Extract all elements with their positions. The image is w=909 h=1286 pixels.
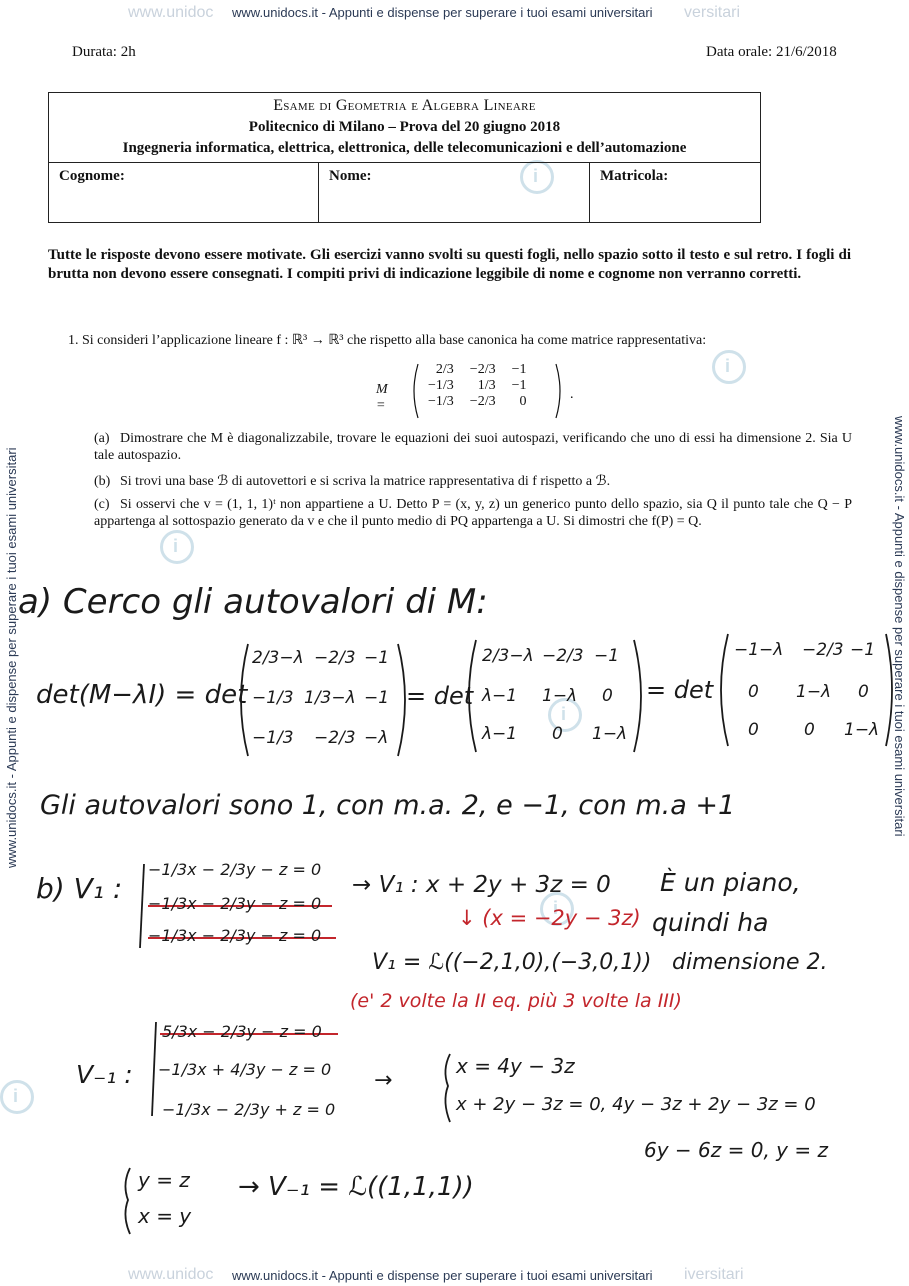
hw-cell: 0 [858, 682, 869, 702]
hw-cell: −1−λ [734, 640, 784, 660]
hw-cell: λ−1 [482, 724, 518, 744]
hw-cell: 0 [552, 724, 563, 744]
hw-cell: −2/3 [314, 728, 356, 748]
hw-cell: −2/3 [802, 640, 844, 660]
part-label: (b) [94, 474, 111, 489]
matrix-cell: −1 [511, 362, 527, 377]
hw-cell: −1/3 [252, 728, 294, 748]
hw-final-system [118, 1164, 208, 1238]
hw-vm1-sol-3: 6y − 6z = 0, y = z [644, 1138, 828, 1162]
hw-v1-substitution: ↓ (x = −2y − 3z) [458, 906, 641, 930]
part-label: (c) [94, 497, 110, 512]
surname-label: Cognome: [59, 168, 125, 184]
hw-vm1-eq1: 5/3x − 2/3y − z = 0 [162, 1022, 322, 1041]
hw-cell: −1/3 [252, 688, 294, 708]
exam-title-box [48, 92, 761, 223]
hw-cell: −1 [850, 640, 876, 660]
hw-vm1-eq3: −1/3x − 2/3y + z = 0 [162, 1100, 336, 1119]
hw-arrow: → [374, 1068, 393, 1093]
hw-cell: 2/3−λ [252, 648, 304, 668]
hw-vm1-system [148, 1016, 358, 1126]
hw-cell: 1−λ [542, 686, 578, 706]
hw-part-a-title: a) Cerco gli autovalori di M: [18, 582, 488, 622]
svg-text:.: . [570, 387, 574, 402]
hw-cell: 0 [748, 720, 759, 740]
watermark-faint-right: versitari [684, 4, 741, 21]
hw-cell: −2/3 [542, 646, 584, 666]
hw-vm1-sol-2: x + 2y − 3z = 0, 4y − 3z + 2y − 3z = 0 [456, 1094, 816, 1115]
part-text: Si osservi che v = (1, 1, 1)ᵗ non appartiene a U. Detto P = (x, y, z) un generico punto dello spazio, sia Q il punto tale che Q − P appartenga al sottospazio generato da v e che il punto medio di PQ appartenga a U. Si dimostri che f(P) = Q. [94, 497, 852, 529]
part-text: Si trovi una base ℬ di autovettori e si scriva la matrice rappresentativa di f rispetto a ℬ. [120, 474, 611, 489]
matrix-cell: −2/3 [469, 362, 496, 377]
watermark-left: www.unidocs.it - Appunti e dispense per superare i tuoi esami universitari [4, 447, 19, 868]
hw-final-eq2: x = y [138, 1204, 192, 1228]
hw-brace [118, 1164, 138, 1238]
instructions: Tutte le risposte devono essere motivate. Gli esercizi vanno svolti su questi fogli, nello spazio sotto il testo e sul retro. I fogli di brutta non devono essere consegnati. I compiti privi di indicazione leggibile di nome e cognome non verranno corretti. [48, 247, 851, 282]
hw-final-eq1: y = z [138, 1168, 190, 1192]
watermark-bottom: www.unidocs.it - Appunti e dispense per superare i tuoi esami universitari [232, 1268, 653, 1283]
hw-cell: 1−λ [592, 724, 628, 744]
exercise-part-a [94, 430, 852, 464]
oral-date: Data orale: 21/6/2018 [706, 44, 837, 60]
hw-v1-eq1: −1/3x − 2/3y − z = 0 [148, 860, 322, 879]
matrix-cell: −1/3 [428, 378, 454, 393]
matrix-table [420, 362, 535, 410]
hw-eq-2: = det [406, 682, 474, 710]
exercise-text: Si consideri l’applicazione lineare f : ℝ³ → ℝ³ che rispetto alla base canonica ha come matrice rappresentativa: [82, 333, 707, 348]
name-field [319, 162, 590, 222]
hw-cell: 1−λ [796, 682, 832, 702]
hw-vm1-eq2: −1/3x + 4/3y − z = 0 [158, 1060, 332, 1079]
hw-quindi: quindi ha [652, 908, 769, 937]
name-label: Nome: [329, 168, 372, 184]
hw-vm1-label: V₋₁ : [76, 1060, 133, 1089]
hw-det-matrix-2 [466, 636, 644, 756]
hw-v1-eq3: −1/3x − 2/3y − z = 0 [148, 926, 322, 945]
exercise-number: 1. [68, 333, 79, 348]
hw-cell: −λ [364, 728, 389, 748]
unidocs-logo-icon [160, 530, 194, 564]
hw-cell: −1 [594, 646, 620, 666]
hw-v1-eq2: −1/3x − 2/3y − z = 0 [148, 894, 322, 913]
hw-eigenvalues: Gli autovalori sono 1, con m.a. 2, e −1, con m.a +1 [40, 790, 736, 821]
hw-v1-span: V₁ = ℒ((−2,1,0),(−3,0,1)) [372, 950, 652, 975]
exercise-part-b [94, 473, 852, 490]
hw-v1-system [136, 858, 356, 958]
hw-cell: −1 [364, 648, 390, 668]
hw-part-b-label: b) V₁ : [36, 872, 123, 905]
hw-cell: −1 [364, 688, 390, 708]
hw-vm1-solution [440, 1050, 880, 1126]
hw-cell: 0 [602, 686, 613, 706]
hw-cell: 0 [748, 682, 759, 702]
matrix-cell: 1/3 [477, 378, 496, 393]
exam-institution: Politecnico di Milano – Prova del 20 giugno 2018 [248, 119, 561, 135]
unidocs-logo-icon [0, 1080, 34, 1114]
unidocs-logo-icon [712, 350, 746, 384]
hw-cell: 0 [804, 720, 815, 740]
watermark-faint-bottom-right: iversitari [684, 1266, 744, 1283]
matrix-cell: −1 [511, 378, 527, 393]
watermark-faint-left: www.unidoc [128, 4, 214, 21]
hw-det-matrix-3 [718, 630, 898, 750]
hw-det-lhs: det(M−λI) = det [36, 680, 248, 710]
part-label: (a) [94, 431, 110, 446]
matrix-label: M = [376, 382, 388, 413]
id-field [590, 162, 760, 222]
hw-vm1-sol-1: x = 4y − 3z [456, 1054, 575, 1078]
matrix-cell: 0 [519, 394, 527, 409]
exam-duration: Durata: 2h [72, 44, 136, 60]
id-label: Matricola: [600, 168, 669, 184]
surname-field [49, 162, 319, 222]
hw-plane-note: È un piano, [660, 868, 801, 897]
hw-cell: 1/3−λ [304, 688, 356, 708]
hw-v1-plane-eq: → V₁ : x + 2y + 3z = 0 [352, 872, 611, 898]
matrix-cell: −2/3 [469, 394, 496, 409]
watermark-faint-bottom-left: www.unidoc [128, 1266, 214, 1283]
part-text: Dimostrare che M è diagonalizzabile, trovare le equazioni dei suoi autospazi, verificando che uno di essi ha dimensione 2. Sia U tale autospazio. [94, 431, 852, 463]
exercise-part-c [94, 496, 852, 530]
matrix-cell: −1/3 [428, 394, 454, 409]
watermark-top: www.unidocs.it - Appunti e dispense per superare i tuoi esami universitari [232, 5, 653, 20]
hw-eq-3: = det [646, 676, 714, 704]
hw-cell: 2/3−λ [482, 646, 534, 666]
matrix-cell: 2/3 [435, 362, 454, 377]
watermark-right: www.unidocs.it - Appunti e dispense per superare i tuoi esami universitari [892, 416, 907, 837]
hw-det-matrix-1 [238, 640, 408, 760]
exercise-intro [68, 332, 858, 349]
hw-red-note: (e' 2 volte la II eq. più 3 volte la III) [350, 990, 682, 1012]
hw-cell: 1−λ [844, 720, 880, 740]
hw-cell: λ−1 [482, 686, 518, 706]
hw-final-span: → V₋₁ = ℒ((1,1,1)) [238, 1172, 474, 1202]
exam-title: Esame di Geometria e Algebra Lineare [273, 97, 536, 114]
hw-dimension: dimensione 2. [672, 950, 828, 975]
hw-cell: −2/3 [314, 648, 356, 668]
exam-degree: Ingegneria informatica, elettrica, elettronica, delle telecomunicazioni e dell’automazione [122, 140, 687, 156]
